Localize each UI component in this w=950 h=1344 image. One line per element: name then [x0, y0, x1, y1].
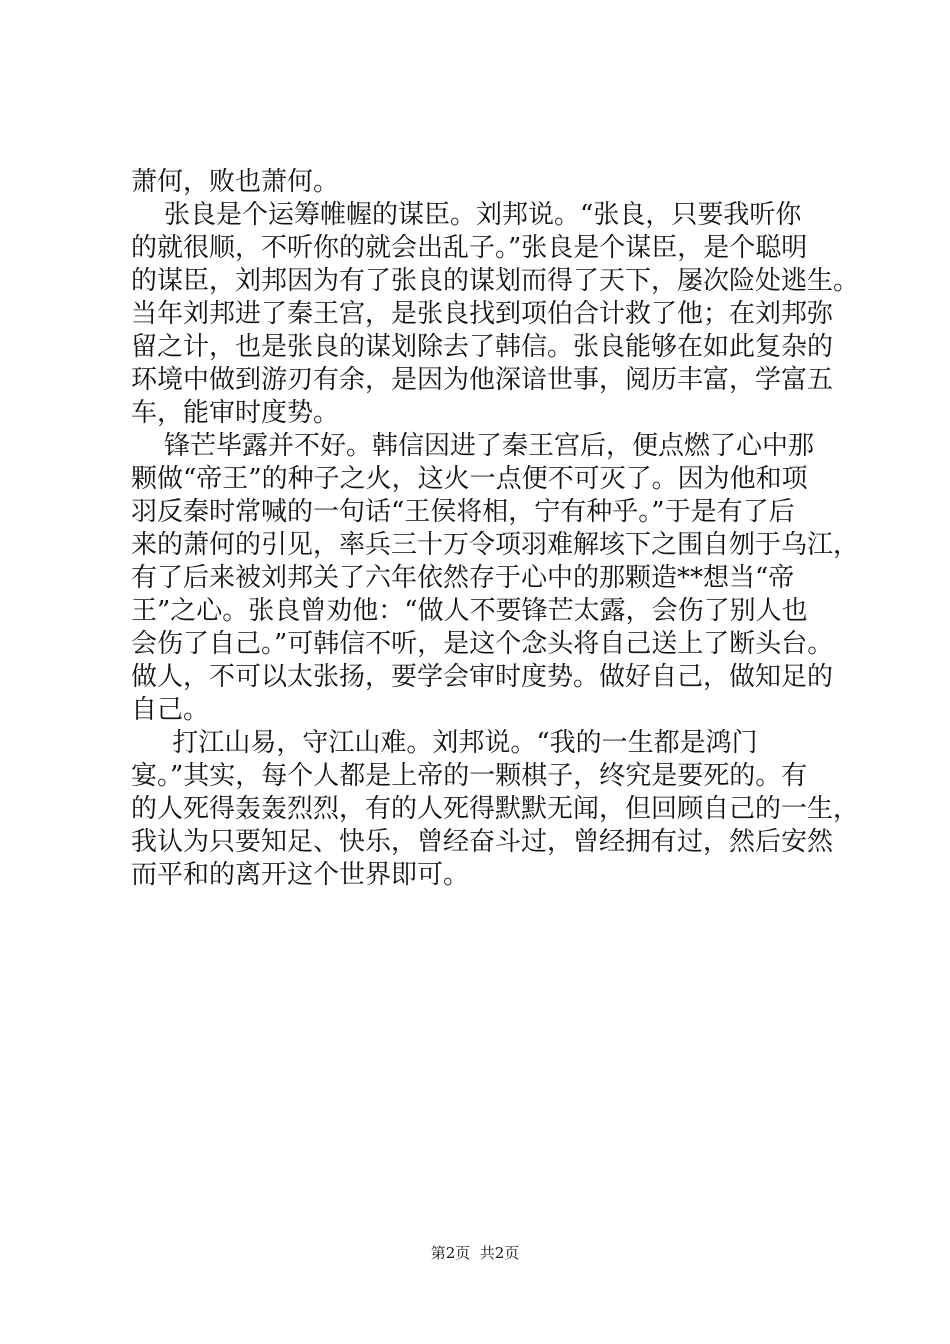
- text-line: 而平和的离开这个世界即可。: [131, 860, 470, 890]
- text-line: 自己。: [131, 695, 210, 725]
- text-line: 车，能审时度势。: [131, 398, 340, 428]
- text-line: 我认为只要知足、快乐，曾经奋斗过，曾经拥有过，然后安然: [131, 827, 834, 857]
- text-line: 有了后来被刘邦关了六年依然存于心中的那颗造**想当“帝: [131, 563, 795, 593]
- text-line: 做人，不可以太张扬，要学会审时度势。做好自己，做知足的: [131, 662, 834, 692]
- text-line: 的就很顺，不听你的就会出乱子。”张良是个谋臣，是个聪明: [131, 233, 808, 263]
- text-line: 打江山易，守江山难。刘邦说。“我的一生都是鸿门: [131, 728, 758, 758]
- text-line: 张良是个运筹帷幄的谋臣。刘邦说。“张良，只要我听你: [131, 200, 802, 230]
- text-line: 宴。”其实，每个人都是上帝的一颗棋子，终究是要死的。有: [131, 761, 808, 791]
- text-line: 的人死得轰轰烈烈，有的人死得默默无闻，但回顾自己的一生，: [131, 794, 860, 824]
- text-line: 颗做“帝王”的种子之火，这火一点便不可灭了。因为他和项: [131, 464, 808, 494]
- page-number-footer: 第2页 共2页: [430, 1244, 520, 1262]
- document-body: [131, 166, 860, 892]
- text-line: 来的萧何的引见，率兵三十万令项羽难解垓下之围自刎于乌江，: [131, 530, 860, 560]
- text-line: 会伤了自己。”可韩信不听，是这个念头将自己送上了断头台。: [131, 629, 834, 659]
- text-line: 留之计，也是张良的谋划除去了韩信。张良能够在如此复杂的: [131, 332, 834, 362]
- text-line: 环境中做到游刃有余，是因为他深谙世事，阅历丰富，学富五: [131, 365, 834, 395]
- text-line: 羽反秦时常喊的一句话“王侯将相，宁有种乎。”于是有了后: [131, 497, 795, 527]
- text-line: 的谋臣，刘邦因为有了张良的谋划而得了天下，屡次险处逃生。: [131, 266, 860, 296]
- text-line: 当年刘邦进了秦王宫，是张良找到项伯合计救了他；在刘邦弥: [131, 299, 834, 329]
- text-line: 萧何，败也萧何。: [131, 167, 340, 197]
- text-line: 王”之心。张良曾劝他：“做人不要锋芒太露，会伤了别人也: [131, 596, 808, 626]
- text-line: 锋芒毕露并不好。韩信因进了秦王宫后，便点燃了心中那: [131, 431, 815, 461]
